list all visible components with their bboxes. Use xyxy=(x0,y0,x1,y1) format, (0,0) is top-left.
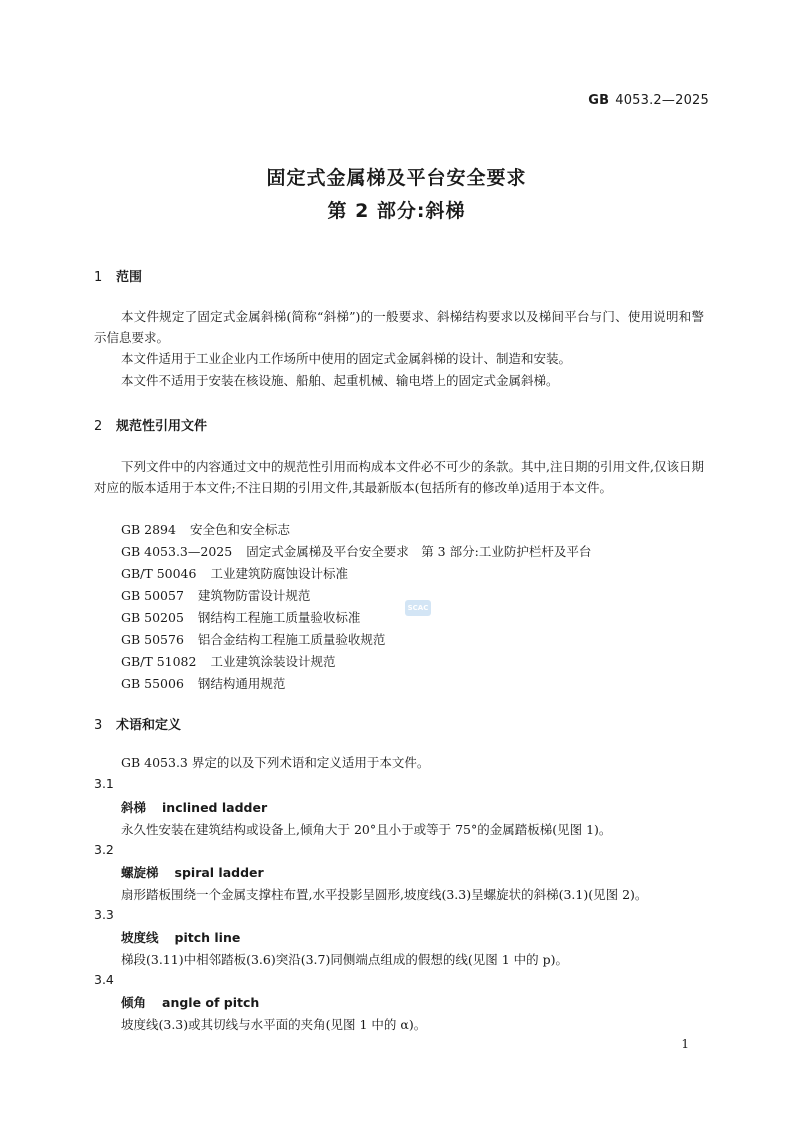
page-number: 1 xyxy=(681,1037,689,1051)
term-definition: 梯段(3.11)中相邻踏板(3.6)突沿(3.7)同侧端点组成的假想的线(见图 1 中的 p)。 xyxy=(121,952,568,967)
reference-code: GB/T 50046 xyxy=(121,566,197,581)
reference-code: GB 50057 xyxy=(121,588,184,603)
references-intro: 下列文件中的内容通过文中的规范性引用而构成本文件必不可少的条款。其中,注日期的引用文件,仅该日期对应的版本适用于本文件;不注日期的引用文件,其最新版本(包括所有的修改单)适用于本文件。 xyxy=(94,459,704,495)
term-name-zh: 坡度线 xyxy=(121,930,159,945)
document-subtitle: 第 2 部分:斜梯 xyxy=(327,200,466,222)
reference-code: GB 55006 xyxy=(121,676,184,691)
reference-item xyxy=(121,608,360,626)
term-name-en: inclined ladder xyxy=(162,800,268,815)
terms-intro: GB 4053.3 界定的以及下列术语和定义适用于本文件。 xyxy=(121,755,430,770)
document-title: 固定式金属梯及平台安全要求 xyxy=(266,167,527,189)
term-name-en: spiral ladder xyxy=(174,865,264,880)
section-3-heading xyxy=(94,714,181,733)
term-name xyxy=(121,928,240,946)
reference-code: GB 50205 xyxy=(121,610,184,625)
reference-title: 工业建筑防腐蚀设计标准 xyxy=(210,566,348,581)
reference-item xyxy=(121,586,310,604)
reference-title: 钢结构通用规范 xyxy=(197,676,286,691)
reference-item xyxy=(121,520,290,538)
section-1-heading xyxy=(94,266,142,285)
term-name-en: pitch line xyxy=(174,930,241,945)
section-title: 范围 xyxy=(116,270,143,285)
term-name-zh: 斜梯 xyxy=(121,800,147,815)
term-definition: 扇形踏板围绕一个金属支撑柱布置,水平投影呈圆形,坡度线(3.3)呈螺旋状的斜梯(3.1)(见图 2)。 xyxy=(121,887,648,902)
reference-code: GB 4053.3—2025 xyxy=(121,544,233,559)
reference-title: 建筑物防雷设计规范 xyxy=(197,588,311,603)
term-name-en: angle of pitch xyxy=(162,995,260,1010)
reference-item xyxy=(121,630,385,648)
scope-paragraph-1: 本文件规定了固定式金属斜梯(简称“斜梯”)的一般要求、斜梯结构要求以及梯间平台与门、使用说明和警示信息要求。 xyxy=(94,309,704,345)
term-name xyxy=(121,798,267,816)
standard-prefix: GB xyxy=(588,93,610,108)
section-title: 术语和定义 xyxy=(116,718,182,733)
term-number: 3.4 xyxy=(94,972,114,987)
term-name xyxy=(121,863,264,881)
watermark-logo: SCAC xyxy=(405,600,431,616)
standard-number xyxy=(588,93,709,108)
term-number: 3.1 xyxy=(94,776,114,791)
reference-item xyxy=(121,542,591,560)
term-name xyxy=(121,993,259,1011)
term-definition: 永久性安装在建筑结构或设备上,倾角大于 20°且小于或等于 75°的金属踏板梯(见图 1)。 xyxy=(121,822,612,837)
reference-code: GB 2894 xyxy=(121,522,176,537)
section-number: 3 xyxy=(94,718,103,733)
reference-title: 工业建筑涂装设计规范 xyxy=(210,654,336,669)
reference-title: 铝合金结构工程施工质量验收规范 xyxy=(197,632,386,647)
section-2-heading xyxy=(94,415,207,434)
scope-paragraph-2: 本文件适用于工业企业内工作场所中使用的固定式金属斜梯的设计、制造和安装。 xyxy=(121,351,572,366)
reference-title: 安全色和安全标志 xyxy=(189,522,290,537)
term-definition: 坡度线(3.3)或其切线与水平面的夹角(见图 1 中的 α)。 xyxy=(121,1017,427,1032)
term-number: 3.2 xyxy=(94,842,114,857)
section-title: 规范性引用文件 xyxy=(116,419,208,434)
reference-item xyxy=(121,564,348,582)
term-number: 3.3 xyxy=(94,907,114,922)
reference-title: 钢结构工程施工质量验收标准 xyxy=(197,610,361,625)
reference-code: GB 50576 xyxy=(121,632,184,647)
section-number: 2 xyxy=(94,419,103,434)
reference-item xyxy=(121,674,285,692)
term-name-zh: 螺旋梯 xyxy=(121,865,159,880)
scope-paragraph-3: 本文件不适用于安装在核设施、船舶、起重机械、输电塔上的固定式金属斜梯。 xyxy=(121,373,559,388)
section-number: 1 xyxy=(94,270,103,285)
reference-title: 固定式金属梯及平台安全要求 第 3 部分:工业防护栏杆及平台 xyxy=(246,544,592,559)
term-name-zh: 倾角 xyxy=(121,995,147,1010)
standard-code: 4053.2—2025 xyxy=(615,93,709,108)
reference-item xyxy=(121,652,335,670)
reference-code: GB/T 51082 xyxy=(121,654,197,669)
